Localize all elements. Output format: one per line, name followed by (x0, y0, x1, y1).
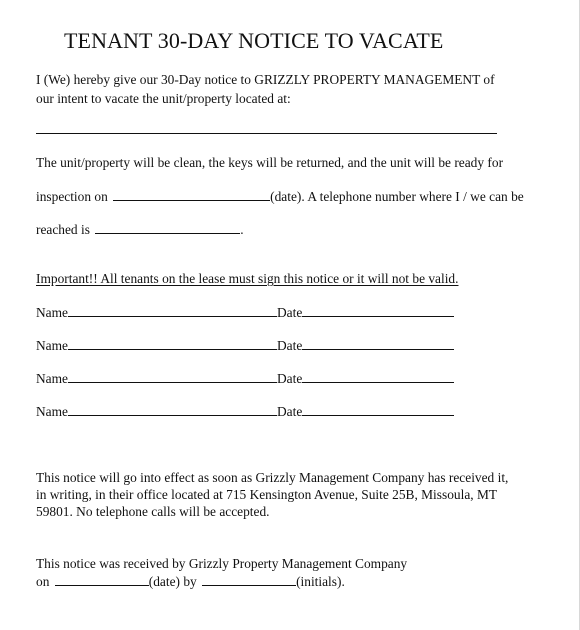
condition-line-2 (36, 188, 524, 205)
signature-row (36, 370, 454, 387)
intro-line-1: I (We) hereby give our 30-Day notice to GRIZZLY PROPERTY MANAGEMENT of (36, 72, 495, 87)
condition-line-1: The unit/property will be clean, the keys will be returned, and the unit will be ready for (36, 155, 504, 170)
reached-period: . (240, 222, 244, 237)
name-label: Name (36, 371, 68, 386)
received-line-1: This notice was received by Grizzly Property Management Company (36, 556, 408, 571)
signature-row (36, 337, 454, 354)
date-label: Date (276, 371, 303, 386)
date-label: Date (276, 305, 303, 320)
name-label: Name (36, 305, 68, 320)
received-by-label: (date) by (148, 574, 197, 589)
condition-line-3 (36, 221, 244, 238)
important-note: Important!! All tenants on the lease must sign this notice or it will not be valid. (36, 271, 459, 286)
received-date-field[interactable] (55, 573, 149, 586)
intro-line-2: our intent to vacate the unit/property located at: (36, 91, 291, 106)
initials-field[interactable] (202, 573, 296, 586)
date-label: Date (276, 404, 303, 419)
received-line-2 (36, 573, 345, 590)
name-field[interactable] (68, 304, 277, 317)
inspection-date-field[interactable] (113, 188, 270, 201)
reached-label: reached is (36, 222, 90, 237)
inspection-label: inspection on (36, 189, 108, 204)
effect-line-2: in writing, in their office located at 715 Kensington Avenue, Suite 25B, Missoula, MT (36, 487, 498, 502)
name-label: Name (36, 338, 68, 353)
name-label: Name (36, 404, 68, 419)
date-field[interactable] (302, 403, 454, 416)
signature-row (36, 304, 454, 321)
effect-line-1: This notice will go into effect as soon as Grizzly Management Company has received it, (36, 470, 509, 485)
page-title: TENANT 30-DAY NOTICE TO VACATE (64, 28, 444, 53)
date-field[interactable] (302, 370, 454, 383)
telephone-label: (date). A telephone number where I / we can be (270, 189, 524, 204)
telephone-field[interactable] (95, 221, 240, 234)
address-field[interactable] (36, 133, 497, 134)
received-on-label: on (36, 574, 50, 589)
date-field[interactable] (302, 337, 454, 350)
name-field[interactable] (68, 403, 277, 416)
signature-row (36, 403, 454, 420)
date-field[interactable] (302, 304, 454, 317)
initials-label: (initials). (296, 574, 345, 589)
name-field[interactable] (68, 370, 277, 383)
effect-line-3: 59801. No telephone calls will be accepted. (36, 504, 270, 519)
name-field[interactable] (68, 337, 277, 350)
date-label: Date (276, 338, 303, 353)
